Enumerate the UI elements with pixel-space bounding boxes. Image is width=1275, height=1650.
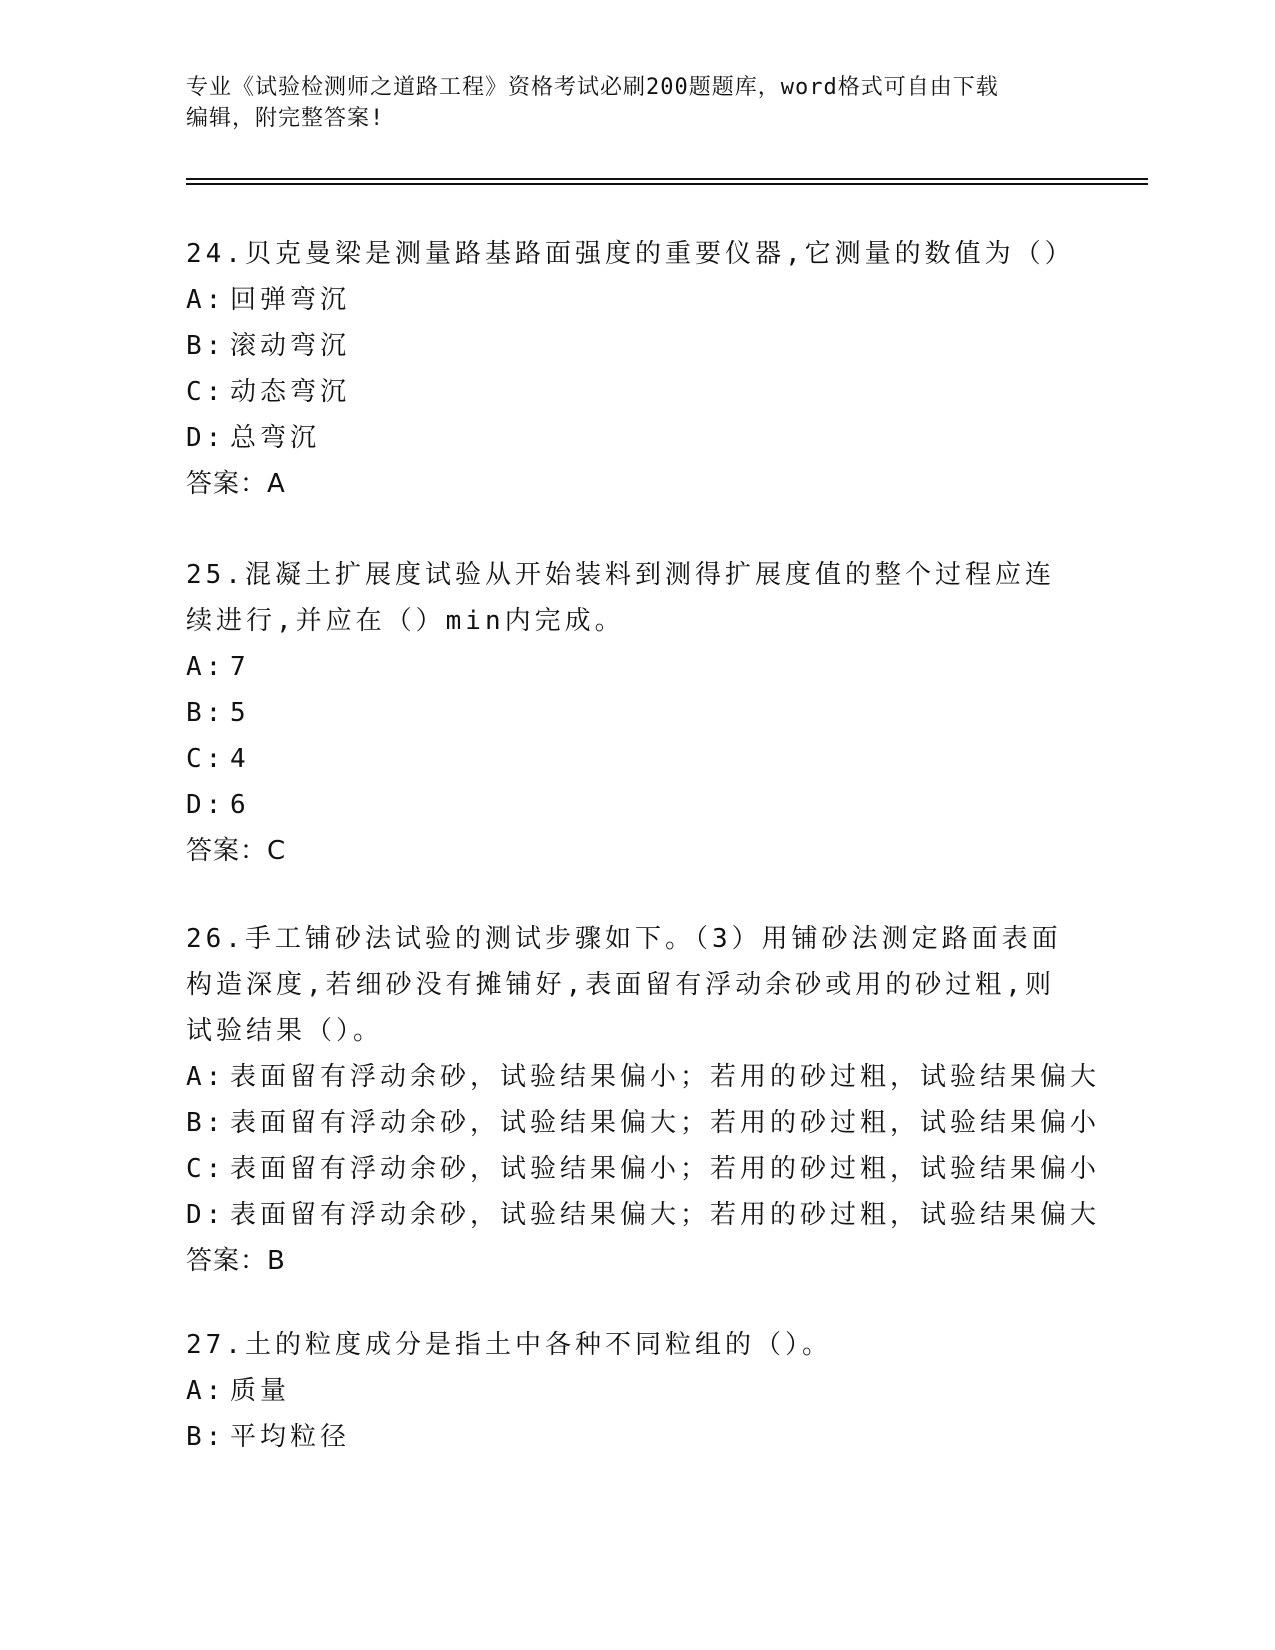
option-key: A:	[186, 285, 226, 315]
option-text: 表面留有浮动余砂，试验结果偏大；若用的砂过粗，试验结果偏小	[230, 1108, 1101, 1138]
option-key: D:	[186, 423, 226, 453]
option-text: 5	[230, 698, 250, 728]
option-a	[186, 1054, 1101, 1100]
option-text: 7	[230, 652, 250, 682]
option-a	[186, 277, 1076, 323]
document-header	[186, 72, 1066, 134]
question-27	[186, 1322, 1076, 1460]
option-c	[186, 369, 1076, 415]
option-b	[186, 690, 1076, 736]
option-text: 动态弯沉	[230, 377, 351, 407]
option-b	[186, 1100, 1101, 1146]
option-text: 总弯沉	[230, 423, 321, 453]
answer-line: 答案：B	[186, 1246, 286, 1276]
question-25	[186, 552, 1076, 874]
option-key: A:	[186, 1376, 226, 1406]
option-d	[186, 1192, 1101, 1238]
option-key: B:	[186, 698, 226, 728]
option-key: D:	[186, 790, 226, 820]
option-key: B:	[186, 1422, 226, 1452]
option-text: 表面留有浮动余砂，试验结果偏大；若用的砂过粗，试验结果偏大	[230, 1200, 1101, 1230]
option-b	[186, 1414, 1076, 1460]
option-c	[186, 1146, 1101, 1192]
question-26	[186, 916, 1101, 1284]
option-text: 回弹弯沉	[230, 285, 351, 315]
option-key: C:	[186, 377, 226, 407]
header-divider-bottom	[186, 183, 1148, 185]
header-line-1: 专业《试验检测师之道路工程》资格考试必刷200题题库，word格式可自由下载	[186, 75, 999, 100]
option-text: 表面留有浮动余砂，试验结果偏小；若用的砂过粗，试验结果偏大	[230, 1062, 1101, 1092]
option-key: A:	[186, 652, 226, 682]
option-text: 4	[230, 744, 250, 774]
option-text: 质量	[230, 1376, 291, 1406]
option-d	[186, 782, 1076, 828]
option-key: A:	[186, 1062, 226, 1092]
option-key: B:	[186, 1108, 226, 1138]
option-a	[186, 1368, 1076, 1414]
option-d	[186, 415, 1076, 461]
answer-line: 答案：C	[186, 836, 287, 866]
question-text: 26.手工铺砂法试验的测试步骤如下。（3）用铺砂法测定路面表面构造深度,若细砂没有摊铺好,表面留有浮动余砂或用的砂过粗,则试验结果（）。	[186, 924, 1062, 1046]
option-key: B:	[186, 331, 226, 361]
option-key: D:	[186, 1200, 226, 1230]
option-a	[186, 644, 1076, 690]
option-b	[186, 323, 1076, 369]
option-key: C:	[186, 744, 226, 774]
option-text: 平均粒径	[230, 1422, 351, 1452]
option-text: 6	[230, 790, 250, 820]
option-text: 滚动弯沉	[230, 331, 351, 361]
answer-line: 答案：A	[186, 469, 286, 499]
question-text: 24.贝克曼梁是测量路基路面强度的重要仪器,它测量的数值为（）	[186, 239, 1075, 269]
question-24	[186, 231, 1076, 507]
question-text: 27.土的粒度成分是指土中各种不同粒组的（）。	[186, 1330, 832, 1360]
question-text: 25.混凝土扩展度试验从开始装料到测得扩展度值的整个过程应连续进行,并应在（）min内完成。	[186, 560, 1055, 636]
header-line-2: 编辑，附完整答案!	[186, 106, 385, 131]
option-key: C:	[186, 1154, 226, 1184]
header-divider-top	[186, 178, 1148, 180]
option-text: 表面留有浮动余砂，试验结果偏小；若用的砂过粗，试验结果偏小	[230, 1154, 1101, 1184]
option-c	[186, 736, 1076, 782]
